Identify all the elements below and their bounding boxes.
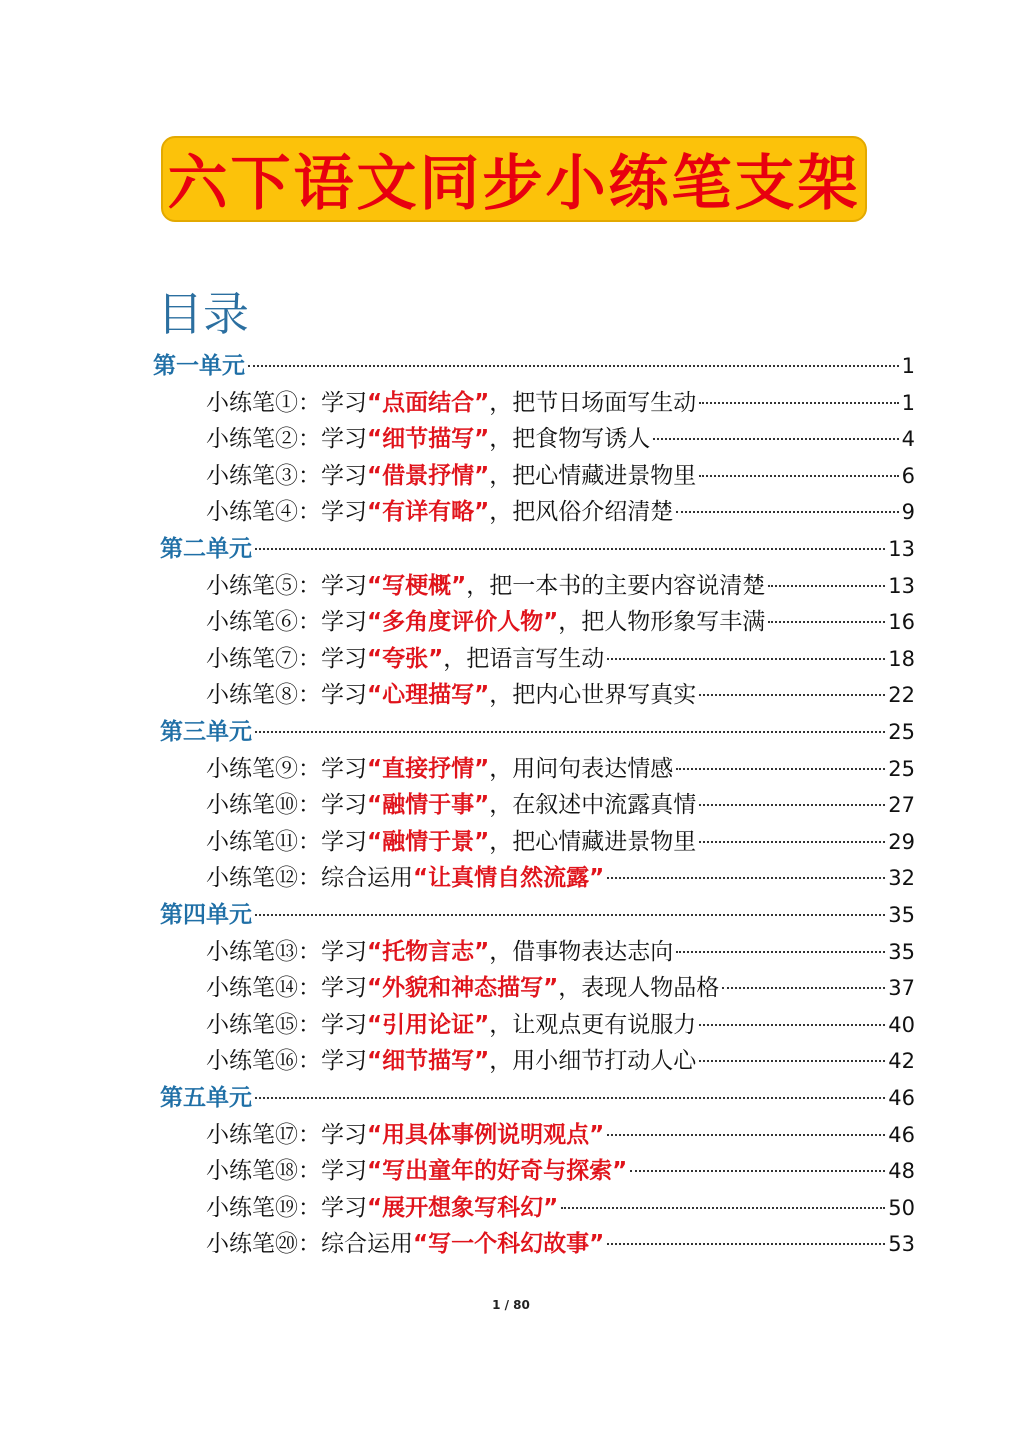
page-number: 53 bbox=[888, 1232, 915, 1257]
page-number: 13 bbox=[888, 537, 915, 561]
dot-leader bbox=[699, 841, 885, 843]
dot-leader bbox=[607, 1243, 885, 1245]
dot-leader bbox=[255, 914, 885, 916]
page-number: 32 bbox=[888, 866, 915, 891]
toc-entry-row[interactable] bbox=[206, 1007, 915, 1043]
toc-entry-row[interactable] bbox=[206, 677, 915, 713]
entry-prefix: 小练笔⑰：学习 bbox=[206, 1121, 367, 1148]
entry-suffix: ，把心情藏进景物里 bbox=[489, 462, 697, 489]
toc-heading: 目录 bbox=[157, 287, 249, 341]
entry-prefix: 小练笔⑥：学习 bbox=[206, 609, 367, 636]
page-number: 6 bbox=[901, 463, 915, 488]
page-number: 46 bbox=[888, 1086, 915, 1110]
entry-suffix: ，把心情藏进景物里 bbox=[489, 828, 697, 855]
dot-leader bbox=[248, 365, 899, 367]
entry-suffix: ，把人物形象写丰满 bbox=[558, 609, 766, 636]
entry-highlight: “外貌和神态描写” bbox=[367, 975, 559, 1002]
entry-suffix: ，把一本书的主要内容说清楚 bbox=[466, 572, 766, 599]
unit-title: 第三单元 bbox=[160, 719, 252, 745]
dot-leader bbox=[699, 402, 898, 404]
toc-entry-row[interactable] bbox=[206, 568, 915, 604]
dot-leader bbox=[607, 658, 885, 660]
toc-entry-row[interactable] bbox=[206, 934, 915, 970]
toc-entry-row[interactable] bbox=[206, 1190, 915, 1226]
dot-leader bbox=[561, 1207, 885, 1209]
entry-suffix: ，让观点更有说服力 bbox=[489, 1011, 697, 1038]
page-indicator: 1 / 80 bbox=[492, 1298, 530, 1312]
entry-prefix: 小练笔⑮：学习 bbox=[206, 1011, 367, 1038]
dot-leader bbox=[768, 621, 885, 623]
toc-entry-row[interactable] bbox=[206, 751, 915, 787]
page-number: 25 bbox=[888, 756, 915, 781]
toc-entry-row[interactable] bbox=[206, 494, 915, 530]
entry-highlight: “让真情自然流露” bbox=[413, 865, 605, 892]
dot-leader bbox=[699, 1060, 885, 1062]
unit-title: 第四单元 bbox=[160, 902, 252, 928]
page-number: 27 bbox=[888, 793, 915, 818]
page-number: 4 bbox=[901, 427, 915, 452]
dot-leader bbox=[699, 694, 885, 696]
entry-highlight: “用具体事例说明观点” bbox=[367, 1121, 605, 1148]
dot-leader bbox=[653, 438, 898, 440]
title-banner bbox=[161, 136, 867, 222]
entry-prefix: 小练笔④：学习 bbox=[206, 499, 367, 526]
toc-entry-row[interactable] bbox=[206, 1043, 915, 1079]
dot-leader bbox=[255, 1097, 885, 1099]
entry-highlight: “融情于事” bbox=[367, 792, 490, 819]
page-number: 46 bbox=[888, 1122, 915, 1147]
entry-prefix: 小练笔⑨：学习 bbox=[206, 755, 367, 782]
entry-prefix: 小练笔⑳：综合运用 bbox=[206, 1231, 413, 1258]
entry-highlight: “心理描写” bbox=[367, 682, 490, 709]
entry-prefix: 小练笔⑬：学习 bbox=[206, 938, 367, 965]
dot-leader bbox=[607, 1134, 885, 1136]
page-number: 35 bbox=[888, 903, 915, 927]
toc-entry-row[interactable] bbox=[206, 604, 915, 640]
entry-prefix: 小练笔⑯：学习 bbox=[206, 1048, 367, 1075]
toc-unit-row[interactable] bbox=[160, 714, 915, 750]
page-number: 9 bbox=[901, 500, 915, 525]
entry-prefix: 小练笔⑪：学习 bbox=[206, 828, 367, 855]
toc-entry-row[interactable] bbox=[206, 787, 915, 823]
page-number: 25 bbox=[888, 720, 915, 744]
toc-unit-row[interactable] bbox=[160, 897, 915, 933]
page-number: 16 bbox=[888, 610, 915, 635]
entry-highlight: “点面结合” bbox=[367, 389, 490, 416]
toc-unit-row[interactable] bbox=[160, 1080, 915, 1116]
entry-suffix: ，表现人物品格 bbox=[558, 975, 720, 1002]
entry-suffix: ，用问句表达情感 bbox=[489, 755, 674, 782]
toc-entry-row[interactable] bbox=[206, 385, 915, 421]
entry-suffix: ，把风俗介绍清楚 bbox=[489, 499, 674, 526]
unit-title: 第二单元 bbox=[160, 536, 252, 562]
toc-entry-row[interactable] bbox=[206, 421, 915, 457]
toc-entry-row[interactable] bbox=[206, 1153, 915, 1189]
page-number: 13 bbox=[888, 573, 915, 598]
entry-prefix: 小练笔⑫：综合运用 bbox=[206, 865, 413, 892]
entry-prefix: 小练笔⑲：学习 bbox=[206, 1194, 367, 1221]
toc-entry-row[interactable] bbox=[206, 458, 915, 494]
entry-prefix: 小练笔③：学习 bbox=[206, 462, 367, 489]
dot-leader bbox=[607, 877, 885, 879]
dot-leader bbox=[699, 1024, 885, 1026]
entry-highlight: “融情于景” bbox=[367, 828, 490, 855]
entry-prefix: 小练笔⑧：学习 bbox=[206, 682, 367, 709]
dot-leader bbox=[676, 511, 898, 513]
dot-leader bbox=[699, 804, 885, 806]
entry-highlight: “细节描写” bbox=[367, 1048, 490, 1075]
entry-prefix: 小练笔①：学习 bbox=[206, 389, 367, 416]
entry-suffix: ，用小细节打动人心 bbox=[489, 1048, 697, 1075]
toc-entry-row[interactable] bbox=[206, 641, 915, 677]
page-number: 48 bbox=[888, 1159, 915, 1184]
dot-leader bbox=[255, 731, 885, 733]
entry-suffix: ，在叙述中流露真情 bbox=[489, 792, 697, 819]
toc-entry-row[interactable] bbox=[206, 970, 915, 1006]
page-number: 50 bbox=[888, 1195, 915, 1220]
page-number: 35 bbox=[888, 939, 915, 964]
entry-prefix: 小练笔⑤：学习 bbox=[206, 572, 367, 599]
entry-suffix: ，把食物写诱人 bbox=[489, 426, 651, 453]
dot-leader bbox=[768, 585, 885, 587]
entry-prefix: 小练笔⑩：学习 bbox=[206, 792, 367, 819]
document-title: 六下语文同步小练笔支架 bbox=[167, 149, 861, 219]
entry-highlight: “有详有略” bbox=[367, 499, 490, 526]
unit-title: 第一单元 bbox=[153, 353, 245, 379]
page-number: 22 bbox=[888, 683, 915, 708]
entry-highlight: “写梗概” bbox=[367, 572, 467, 599]
page-number: 18 bbox=[888, 646, 915, 671]
entry-highlight: “多角度评价人物” bbox=[367, 609, 559, 636]
page-number: 42 bbox=[888, 1049, 915, 1074]
toc-entry-row[interactable] bbox=[206, 824, 915, 860]
page-number: 1 bbox=[901, 390, 915, 415]
dot-leader bbox=[722, 987, 885, 989]
dot-leader bbox=[699, 475, 898, 477]
dot-leader bbox=[630, 1170, 885, 1172]
entry-prefix: 小练笔②：学习 bbox=[206, 426, 367, 453]
entry-highlight: “展开想象写科幻” bbox=[367, 1194, 559, 1221]
entry-highlight: “写出童年的好奇与探索” bbox=[367, 1158, 628, 1185]
entry-prefix: 小练笔⑱：学习 bbox=[206, 1158, 367, 1185]
entry-highlight: “托物言志” bbox=[367, 938, 490, 965]
dot-leader bbox=[676, 768, 885, 770]
page-number: 29 bbox=[888, 829, 915, 854]
entry-prefix: 小练笔⑦：学习 bbox=[206, 645, 367, 672]
entry-highlight: “细节描写” bbox=[367, 426, 490, 453]
page-number: 37 bbox=[888, 976, 915, 1001]
toc-unit-row[interactable] bbox=[153, 348, 915, 384]
entry-highlight: “直接抒情” bbox=[367, 755, 490, 782]
toc-entry-row[interactable] bbox=[206, 860, 915, 896]
dot-leader bbox=[255, 548, 885, 550]
entry-prefix: 小练笔⑭：学习 bbox=[206, 975, 367, 1002]
entry-highlight: “写一个科幻故事” bbox=[413, 1231, 605, 1258]
unit-title: 第五单元 bbox=[160, 1085, 252, 1111]
toc-entry-row[interactable] bbox=[206, 1117, 915, 1153]
entry-suffix: ，把内心世界写真实 bbox=[489, 682, 697, 709]
toc-unit-row[interactable] bbox=[160, 531, 915, 567]
entry-suffix: ，借事物表达志向 bbox=[489, 938, 674, 965]
page-number: 1 bbox=[901, 354, 915, 378]
page-number: 40 bbox=[888, 1012, 915, 1037]
dot-leader bbox=[676, 951, 885, 953]
entry-highlight: “引用论证” bbox=[367, 1011, 490, 1038]
entry-suffix: ，把节日场面写生动 bbox=[489, 389, 697, 416]
entry-suffix: ，把语言写生动 bbox=[443, 645, 605, 672]
entry-highlight: “夸张” bbox=[367, 645, 444, 672]
entry-highlight: “借景抒情” bbox=[367, 462, 490, 489]
toc-entry-row[interactable] bbox=[206, 1226, 915, 1262]
